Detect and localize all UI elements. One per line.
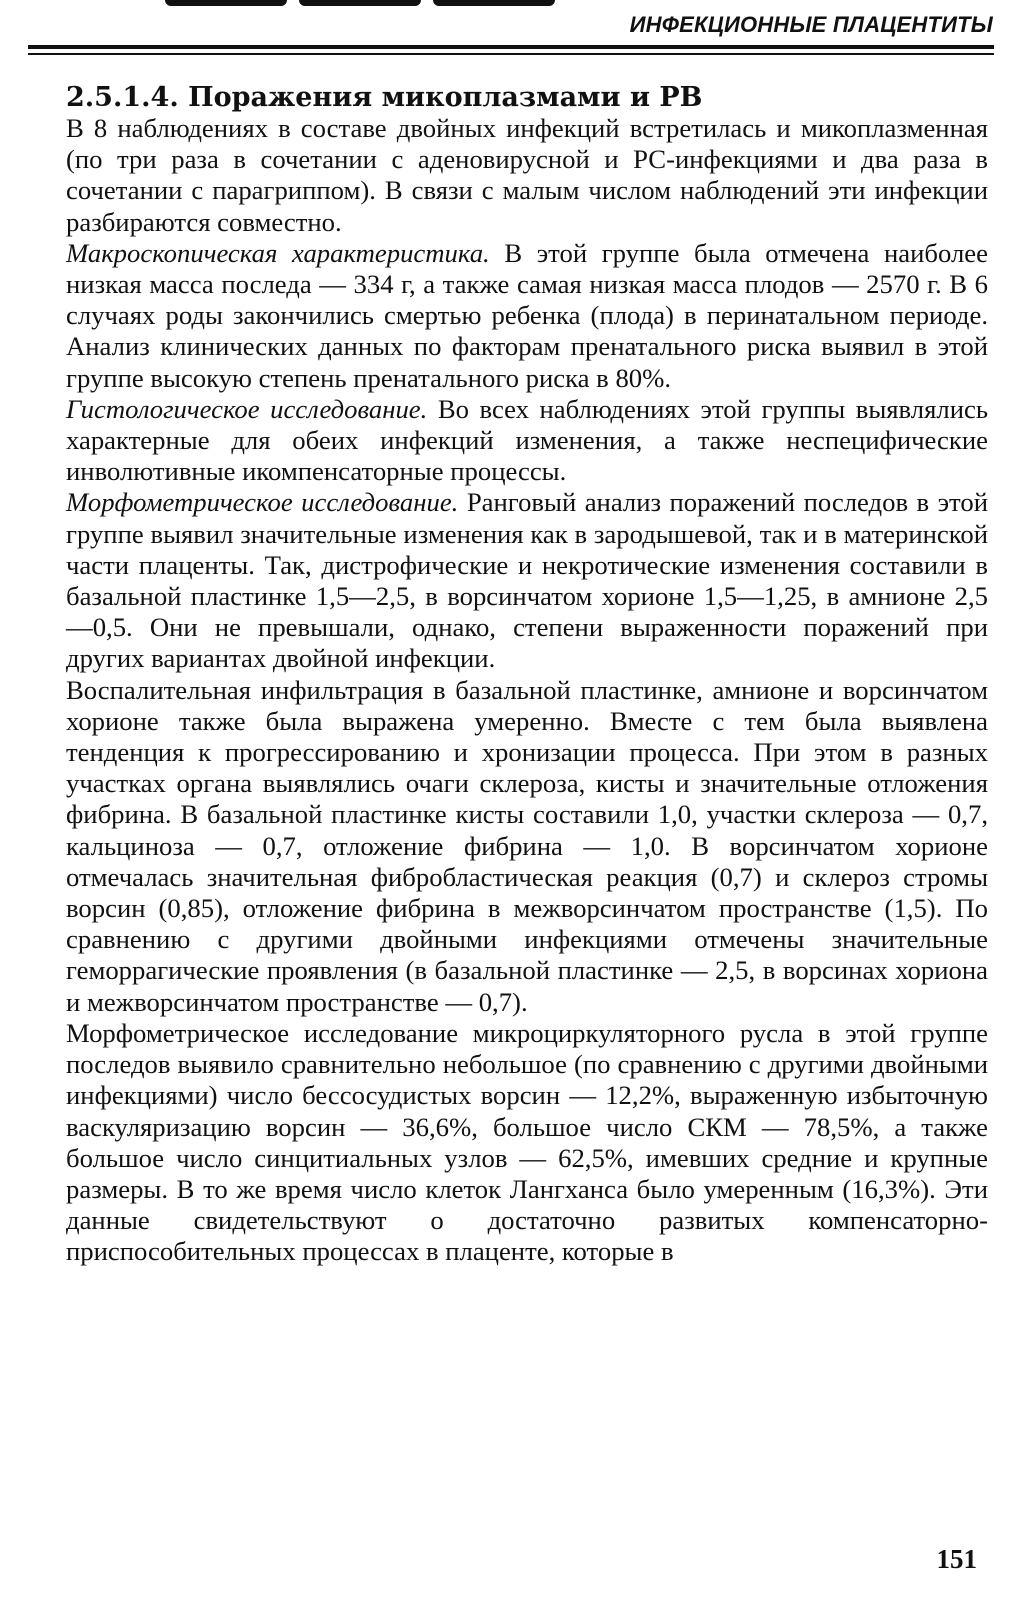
header-rule-thick — [28, 45, 994, 49]
paragraph — [66, 487, 988, 674]
top-edge-tab — [433, 0, 555, 6]
page-number: 151 — [936, 1544, 977, 1574]
top-edge-tab — [299, 0, 421, 6]
header-rule-thin — [28, 53, 994, 55]
paragraph-text: Воспалительная инфильтрация в базальной пластинке, амнионе и ворсинчатом хорионе также была выражена умеренно. Вместе с тем была выявлена тенденция к прогрессированию и хронизации процесса. При этом в разных участках органа выявлялись очаги склероза, кисты и значительные отложения фибрина. В базальной пластинке кисты составили 1,0, участки склероза — 0,7, кальциноза — 0,7, отложение фибрина — 1,0. В ворсинчатом хорионе отмечалась значительная фибробластическая реакция (0,7) и склероз стромы ворсин (0,85), отложение фибрина в межворсинчатом пространстве (1,5). По сравнению с другими двойными инфекциями отмечены значительные геморрагические проявления (в базальной пластинке — 2,5, в ворсинах хориона и межворсинчатом пространстве — 0,7). — [66, 674, 988, 1017]
paragraph-text: В этой группе была отмечена наиболее низкая масса последа — 334 г, а также самая низкая масса плодов — 2570 г. В 6 случаях роды закончились смертью ребенка (плода) в перинатальном периоде. Анализ клинических данных по факторам пренатального риска выявил в этой группе высокую степень пренатального риска в 80%. — [66, 237, 988, 393]
paragraph — [66, 394, 988, 488]
paragraph-text: Ранговый анализ поражений последов в этой группе выявил значительные изменения как в зародышевой, так и в материнской части плаценты. Так, дистрофические и некротические изменения составили в базальной пластинке 1,5—2,5, в ворсинчатом хорионе 1,5—1,25, в амнионе 2,5—0,5. Они не превышали, однако, степени выраженности поражений при других вариантах двойной инфекции. — [66, 487, 988, 674]
paragraph-text: Морфометрическое исследование микроциркуляторного русла в этой группе последов выявило сравнительно небольшое (по сравнению с другими двойными инфекциями) число бессосудистых ворсин — 12,2%, выраженную избыточную васкуляризацию ворсин — 36,6%, большое число СКМ — 78,5%, а также большое число синцитиальных узлов — 62,5%, имевших средние и крупные размеры. В то же время число клеток Лангханса было умеренным (16,3%). Эти данные свидетельствуют о достаточно развитых компенсаторно-приспособительных процессах в плаценте, которые в — [66, 1017, 988, 1267]
top-edge-tab — [165, 0, 287, 6]
paragraph — [66, 238, 988, 394]
running-title: ИНФЕКЦИОННЫЕ ПЛАЦЕНТИТЫ — [629, 12, 993, 37]
paragraph — [66, 113, 988, 238]
page-body — [66, 82, 988, 1268]
paragraph-lead: Гистологическое исследование. — [66, 393, 428, 424]
section-heading: 2.5.1.4. Поражения микоплазмами и РВ — [66, 82, 703, 113]
paragraph — [66, 1018, 988, 1268]
paragraph-text: В 8 наблюдениях в составе двойных инфекций встретилась и микоплазменная (по три раза в сочетании с аденовирусной и РС-инфекциями и два раза в сочетании с парагриппом). В связи с малым числом наблюдений эти инфекции разбираются совместно. — [66, 113, 988, 237]
paragraph-lead: Морфометрическое исследование. — [66, 487, 459, 518]
paragraph-text: Во всех наблюдениях этой группы выявлялись характерные для обеих инфекций изменения, а также неспецифические инволютивные икомпенсаторные процессы. — [66, 393, 988, 487]
paragraph-lead: Макроскопическая характеристика. — [66, 237, 490, 268]
top-edge-tabs — [165, 0, 555, 6]
paragraph — [66, 675, 988, 1018]
